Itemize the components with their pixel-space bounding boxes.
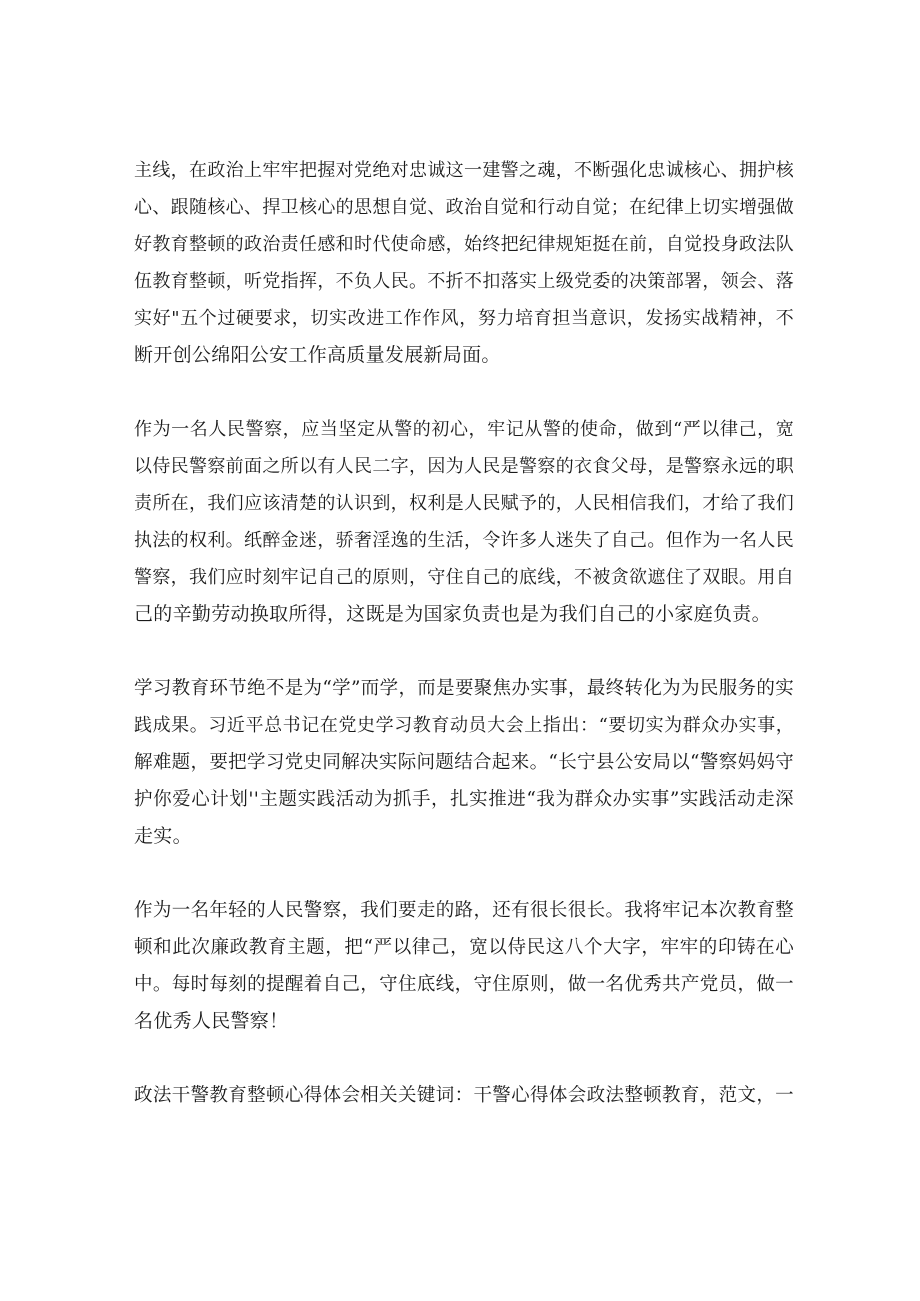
paragraph-line: 护你爱心计划''主题实践活动为抓手，扎实推进“我为群众办实事”实践活动走深 [134,789,794,810]
paragraph-line: 断开创公绵阳公安工作高质量发展新局面。 [134,344,501,366]
paragraph-line: 中。每时每刻的提醒着自己，守住底线，守住原则，做一名优秀共产党员，做一 [134,974,794,995]
paragraph-line: 好教育整顿的政治责任感和时代使命感，始终把纪律规矩挺在前，自觉投身政法队 [134,234,794,255]
paragraph-line: 主线，在政治上牢牢把握对党绝对忠诚这一建警之魂，不断强化忠诚核心、拥护核 [134,160,794,181]
paragraph-4 [134,892,794,1040]
paragraph-line: 伍教育整顿，听党指挥，不负人民。不折不扣落实上级党委的决策部署，领会、落 [134,271,794,292]
paragraph-line: 学习教育环节绝不是为“学”而学，而是要聚焦办实事，最终转化为为民服务的实 [134,678,794,699]
paragraph-1 [134,152,794,374]
paragraph-line: 作为一名年轻的人民警察，我们要走的路，还有很长很长。我将牢记本次教育整 [134,900,794,921]
paragraph-line: 顿和此次廉政教育主题，把“严以律己，宽以侍民这八个大字，牢牢的印铸在心 [134,937,794,958]
paragraph-line: 以侍民警察前面之所以有人民二字，因为人民是警察的衣食父母，是警察永远的职 [134,456,794,477]
paragraph-line: 政法干警教育整顿心得体会相关关键词：干警心得体会政法整顿教育，范文，一 [134,1085,794,1106]
paragraph-line: 走实。 [134,825,192,847]
paragraph-3 [134,670,794,855]
paragraph-line: 践成果。习近平总书记在党史学习教育动员大会上指出：“要切实为群众办实事， [134,715,794,736]
paragraph-line: 解难题，要把学习党史同解决实际问题结合起来。“长宁县公安局以“警察妈妈守 [134,752,794,773]
paragraph-2 [134,411,794,633]
paragraph-line: 执法的权利。纸醉金迷，骄奢淫逸的生活，令许多人迷失了自己。但作为一名人民 [134,530,794,551]
paragraph-line: 己的辛勤劳动换取所得，这既是为国家负责也是为我们自己的小家庭负责。 [134,603,771,625]
paragraph-line: 实好"五个过硬要求，切实改进工作作风，努力培育担当意识，发扬实战精神，不 [134,308,794,329]
paragraph-5-keywords [134,1077,794,1114]
paragraph-line: 警察，我们应时刻牢记自己的原则，守住自己的底线，不被贪欲遮住了双眼。用自 [134,567,794,588]
paragraph-line: 心、跟随核心、捍卫核心的思想自觉、政治自觉和行动自觉；在纪律上切实增强做 [134,197,794,218]
paragraph-line: 作为一名人民警察，应当坚定从警的初心，牢记从警的使命，做到“严以律己，宽 [134,419,794,440]
paragraph-line: 名优秀人民警察！ [134,1010,289,1032]
paragraph-line: 责所在，我们应该清楚的认识到，权利是人民赋予的，人民相信我们，才给了我们 [134,493,794,514]
